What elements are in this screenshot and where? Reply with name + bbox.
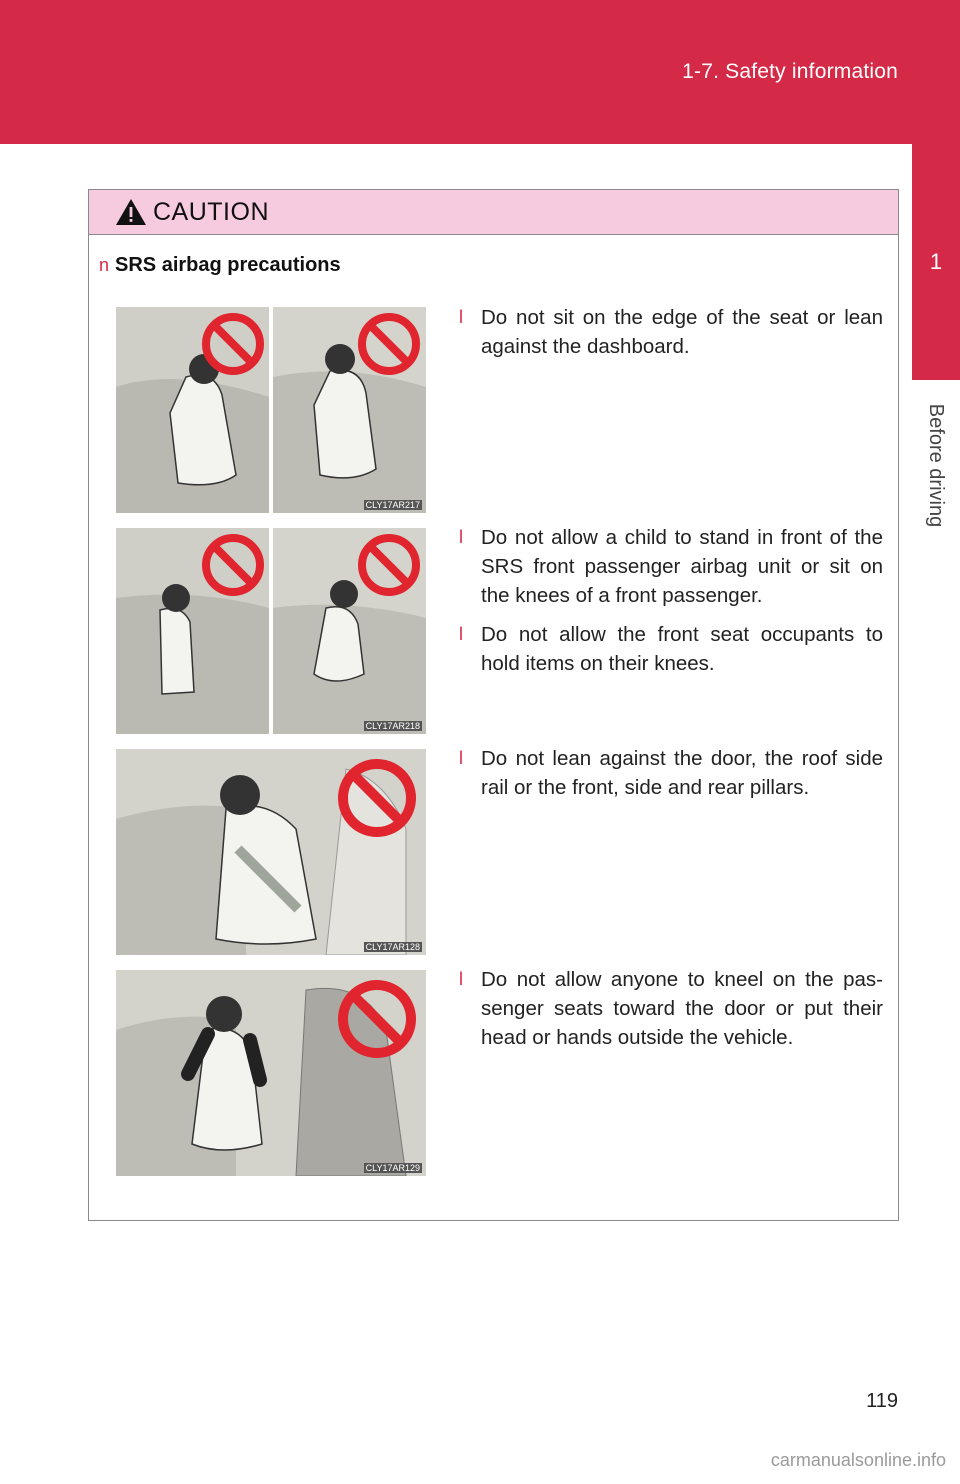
item-text-2 [459, 523, 883, 688]
warning-triangle-icon [115, 198, 147, 226]
image-code: CLY17AR217 [365, 500, 420, 510]
caution-paragraph [459, 744, 883, 802]
chapter-label-text: Before driving [925, 403, 948, 527]
item-bullet: l [459, 527, 463, 547]
caution-paragraph [459, 303, 883, 361]
item-bullet: l [459, 307, 463, 327]
illustration-leaning-on-door [116, 749, 426, 955]
caution-paragraph [459, 965, 883, 1052]
item-bullet: l [459, 624, 463, 644]
image-code: CLY17AR128 [365, 942, 420, 952]
image-code: CLY17AR218 [365, 721, 420, 731]
paragraph-text: Do not lean against the door, the roof side rail or the front, side and rear pillars. [481, 747, 883, 799]
item-bullet: l [459, 748, 463, 768]
prohibition-icon [336, 978, 418, 1060]
caution-box [88, 189, 899, 1221]
chapter-number: 1 [929, 249, 943, 274]
paragraph-text: Do not allow anyone to kneel on the pas-senger seats toward the door or put their head or hands outside the vehicle. [481, 968, 883, 1049]
illustration-child-standing [116, 528, 426, 734]
paragraph-text: Do not sit on the edge of the seat or lean against the dashboard. [481, 306, 883, 358]
illustration-edge-of-seat [116, 307, 426, 513]
section-title: 1-7. Safety information [682, 60, 898, 83]
caution-paragraph [459, 620, 883, 678]
illustration-kneeling-on-seat [116, 970, 426, 1176]
section-subheading [99, 254, 341, 277]
prohibition-icon [200, 311, 266, 377]
prohibition-icon [200, 532, 266, 598]
caution-header [89, 190, 898, 235]
item-text-1 [459, 303, 883, 371]
chapter-tab[interactable] [912, 144, 960, 380]
item-bullet: l [459, 969, 463, 989]
chapter-label [913, 380, 959, 550]
section-bullet: n [99, 255, 110, 275]
subheading-text: SRS airbag precautions [115, 254, 341, 276]
watermark[interactable]: carmanualsonline.info [770, 1450, 946, 1470]
prohibition-icon [356, 532, 422, 598]
page-number: 119 [866, 1390, 898, 1412]
paragraph-text: Do not allow the front seat occupants to hold items on their knees. [481, 623, 883, 675]
item-text-3 [459, 744, 883, 812]
caution-paragraph [459, 523, 883, 610]
prohibition-icon [336, 757, 418, 839]
prohibition-icon [356, 311, 422, 377]
image-code: CLY17AR129 [365, 1163, 420, 1173]
item-text-4 [459, 965, 883, 1062]
paragraph-text: Do not allow a child to stand in front of the SRS front passenger airbag unit or sit on the knees of a front passenger. [481, 526, 883, 607]
caution-title: CAUTION [153, 197, 269, 226]
